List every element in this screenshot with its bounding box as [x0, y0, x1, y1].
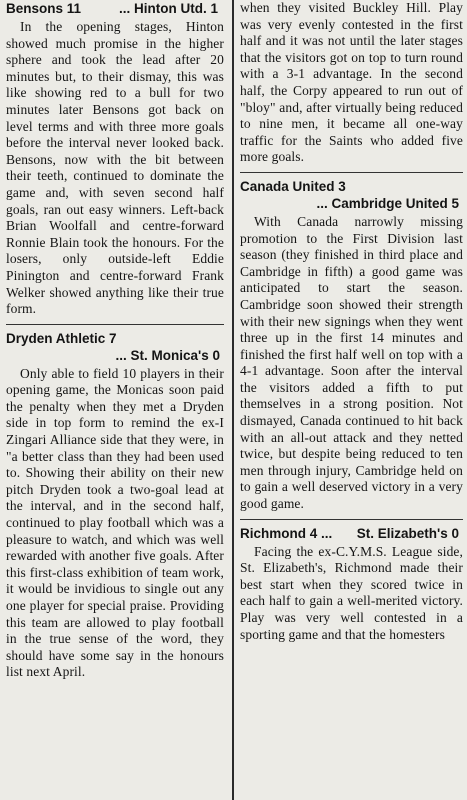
away-team-score: ... Cambridge United 5 [316, 195, 459, 211]
away-team-score: St. Elizabeth's 0 [356, 525, 459, 541]
match-heading [240, 525, 463, 542]
home-team-score: Bensons 11 [6, 1, 82, 16]
match-report-dryden-stmonicas [6, 330, 224, 681]
continued-report-text: when they visited Buckley Hill. Play was very evenly contested in the first half and it was not until the later stages that the visitors got on top to turn round with a 3-1 advantage. In the second half, the Corpy appeared to run out of "bloy" and, after virtually being reduced to nine men, it became all one-way traffic for the Saints who added five more goals. [240, 0, 463, 165]
divider [6, 324, 224, 325]
report-text: With Canada narrowly missing promotion to the First Division last season (they finished in third place and Cambridge in fifth) a good game was anticipated to start the season. Cambridge soon showed their strength with their new signings when they went three up in the first 14 minutes and finished the first half well on top with a 4-1 advantage. Soon after the interval the visitors added a fifth to put themselves in a strong position. Not dismayed, Canada continued to hit back with an all-out attack and they netted twice, but despite being reduced to ten men through injury, Cambridge held on to gain a well deserved victory in a very good game. [240, 213, 463, 512]
report-text: Facing the ex-C.Y.M.S. League side, St. Elizabeth's, Richmond made their best start when they scored twice in each half to gain a well-merited victory. Play was very well contested in a sporting game and that the homesters [240, 543, 463, 642]
match-report-bensons-hinton [6, 0, 224, 318]
away-team-score: ... Hinton Utd. 1 [119, 1, 218, 16]
match-report-richmond-stelizabeths [240, 525, 463, 644]
right-column [238, 0, 463, 800]
away-team-score: ... St. Monica's 0 [115, 347, 220, 363]
home-team-score: Dryden Athletic 7 [6, 330, 117, 346]
divider [240, 172, 463, 173]
report-text: In the opening stages, Hinton showed much promise in the higher sphere and took the lead after 20 minutes but, to their dismay, this was like showing red to a bull for two minutes later Bensons got back on level terms and with three more goals before the interval never looked back. Bensons, now with the bit between their teeth, continued to dominate the game and, with seven second half goals, ran out easy winners. Left-back Brian Woolfall and centre-forward Ronnie Blain took the honours. For the losers, only outside-left Eddie Pinington and centre-forward Frank Welker showed anything like their true form. [6, 19, 224, 317]
report-text: Only able to field 10 players in their opening game, the Monicas soon paid the penalty when they met a Dryden side in top form to remind the ex-I Zingari Alliance side that they were, in "a better class than they had been used to. Showing their ability on their new pitch Dryden took a two-goal lead at the interval, and in the second half, continued to play football which was a pleasure to watch, and which was well rewarded with another five goals. After this first-class exhibition of team work, it would be invidious to single out any one player for special praise. Providing this team are allowed to play football in the true sense of the word, they should have some say in the honours list next April. [6, 365, 224, 680]
left-column [6, 0, 228, 800]
home-team-score: Richmond 4 ... [240, 525, 333, 541]
match-heading [6, 0, 224, 17]
column-rule [232, 0, 234, 800]
match-report-canada-cambridge [240, 178, 463, 513]
home-team-score: Canada United 3 [240, 178, 346, 194]
divider [240, 519, 463, 520]
